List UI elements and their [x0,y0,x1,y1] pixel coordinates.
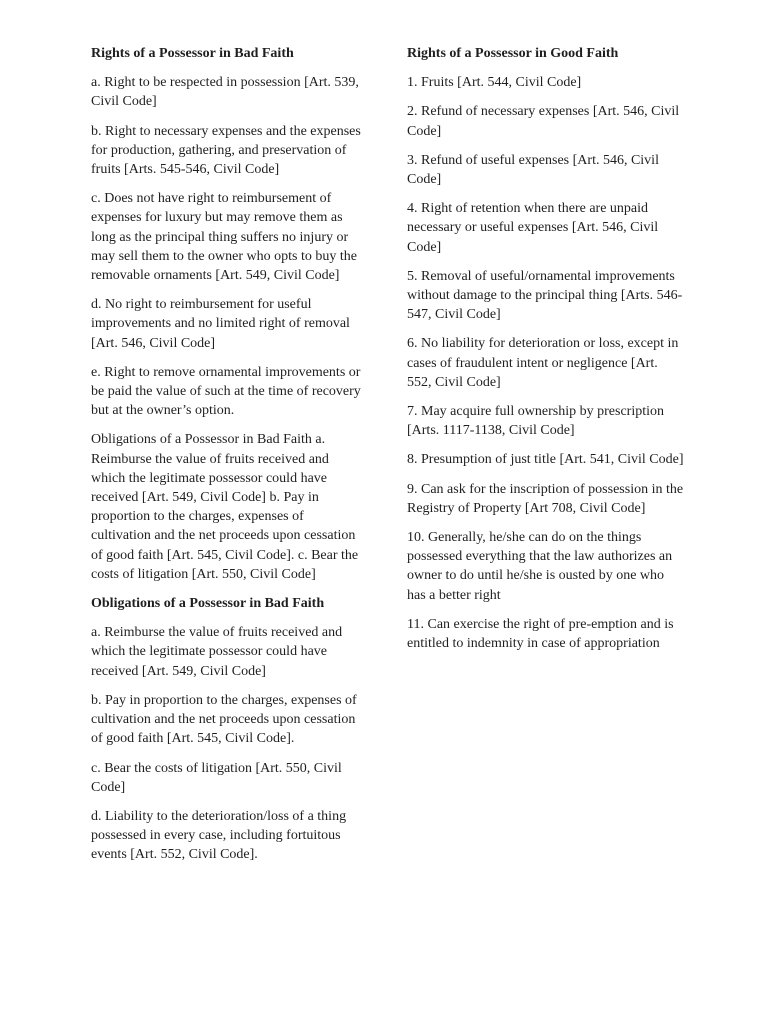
bad-faith-right-item: b. Right to necessary expenses and the expenses for production, gathering, and preservation of fruits [Arts. 545-546, Civil Code] [91,123,361,178]
good-faith-right-item: 8. Presumption of just title [Art. 541, Civil Code] [407,452,684,468]
bad-faith-right-item: e. Right to remove ornamental improvements or be paid the value of such at the time of recovery but at the owner’s option. [91,364,361,419]
bad-faith-obligation-item: a. Reimburse the value of fruits received and which the legitimate possessor could have received [Art. 549, Civil Code] [91,625,343,679]
bad-faith-obligation-item: c. Bear the costs of litigation [Art. 550, Civil Code] [91,760,342,795]
right-column [407,44,685,663]
good-faith-right-item: 2. Refund of necessary expenses [Art. 546, Civil Code] [407,104,680,139]
good-faith-right-item: 3. Refund of useful expenses [Art. 546, Civil Code] [407,152,659,188]
bad-faith-obligation-item: d. Liability to the deterioration/loss of a thing possessed in every case, including fortuitous events [Art. 552, Civil Code]. [91,808,347,863]
good-faith-right-item: 10. Generally, he/she can do on the things possessed everything that the law authorizes an owner to do until he/she is ousted by one who has a better right [407,530,673,603]
good-faith-right-item: 5. Removal of useful/ornamental improvements without damage to the principal thing [Arts. 546-547, Civil Code] [407,268,683,323]
bad-faith-right-item: a. Right to be respected in possession [Art. 539, Civil Code] [91,75,359,110]
bad-faith-obligations-heading: Obligations of a Possessor in Bad Faith [91,596,325,612]
good-faith-right-item: 9. Can ask for the inscription of possession in the Registry of Property [Art 708, Civil Code] [407,481,684,516]
bad-faith-obligation-item: b. Pay in proportion to the charges, expenses of cultivation and the net proceeds upon cessation of good faith [Art. 545, Civil Code]. [91,692,357,747]
left-column [91,44,365,875]
bad-faith-right-item: d. No right to reimbursement for useful improvements and no limited right of removal [Art. 546, Civil Code] [91,297,350,351]
good-faith-right-item: 6. No liability for deterioration or loss, except in cases of fraudulent intent or negligence [Art. 552, Civil Code] [407,336,679,390]
good-faith-right-item: 4. Right of retention when there are unpaid necessary or useful expenses [Art. 546, Civil Code] [407,201,659,255]
bad-faith-right-item: c. Does not have right to reimbursement of expenses for luxury but may remove them as long as the principal thing suffers no injury or may sell them to the owner who opts to buy the removable ornaments [Art. 549, Civil Code] [91,191,357,284]
good-faith-rights-heading: Rights of a Possessor in Good Faith [407,46,619,61]
good-faith-right-item: 7. May acquire full ownership by prescription [Arts. 1117-1138, Civil Code] [407,404,664,439]
good-faith-right-item: 11. Can exercise the right of pre-emption and is entitled to indemnity in case of appropriation [407,616,674,652]
bad-faith-obligations-run-on-paragraph: Obligations of a Possessor in Bad Faith a. Reimburse the value of fruits received and which the legitimate possessor could have received [Art. 549, Civil Code] b. Pay in proportion to the charges, expenses of cultivation and the net proceeds upon cessation of good faith [Art. 545, Civil Code]. c. Bear the costs of litigation [Art. 550, Civil Code] [91,432,359,582]
good-faith-right-item: 1. Fruits [Art. 544, Civil Code] [407,75,582,91]
bad-faith-rights-heading: Rights of a Possessor in Bad Faith [91,46,294,61]
